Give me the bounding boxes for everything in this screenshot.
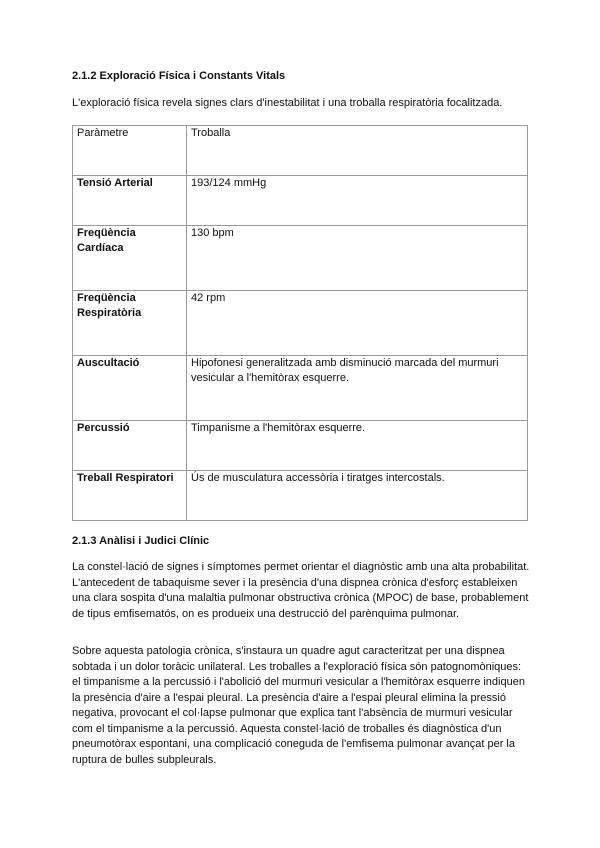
param-cell: Freqüència Cardíaca bbox=[73, 226, 187, 291]
finding-cell: 42 rpm bbox=[187, 291, 528, 356]
section-heading-analisi: 2.1.3 Anàlisi i Judici Clínic bbox=[72, 535, 210, 547]
param-cell: Percussió bbox=[73, 421, 187, 471]
finding-cell: 130 bpm bbox=[187, 226, 528, 291]
section-heading-exploracio: 2.1.2 Exploració Física i Constants Vitals bbox=[72, 70, 286, 82]
table-row bbox=[73, 471, 528, 521]
table-header-cell: Paràmetre bbox=[73, 126, 187, 176]
table-row bbox=[73, 291, 528, 356]
param-cell: Tensió Arterial bbox=[73, 176, 187, 226]
table-header-row bbox=[73, 126, 528, 176]
finding-cell: 193/124 mmHg bbox=[187, 176, 528, 226]
param-cell: Treball Respiratori bbox=[73, 471, 187, 521]
table-row bbox=[73, 356, 528, 421]
vitals-table bbox=[72, 125, 528, 521]
table-row bbox=[73, 176, 528, 226]
finding-cell: Ús de musculatura accessòria i tiratges intercostals. bbox=[187, 471, 528, 521]
param-cell: Freqüència Respiratòria bbox=[73, 291, 187, 356]
table-row bbox=[73, 226, 528, 291]
table-row bbox=[73, 421, 528, 471]
table-header-cell: Troballa bbox=[187, 126, 528, 176]
finding-cell: Hipofonesi generalitzada amb disminució marcada del murmuri vesicular a l'hemitòrax esquerre. bbox=[187, 356, 528, 421]
section-intro-text: L'exploració física revela signes clars d'inestabilitat i una troballa respiratòria focalitzada. bbox=[72, 97, 503, 109]
analysis-paragraph-2: Sobre aquesta patologia crònica, s'instaura un quadre agut caracteritzat per una dispnea sobtada i un dolor toràcic unilateral. Les troballes a l'exploració física són patognomòniques: el timpanisme a la percussió i l'abolició del murmuri vesicular a l'hemitòrax esquerre indiquen la presència d'aire a l'espai pleural. La presència d'aire a l'espai pleural elimina la pressió negativa, provocant el col·lapse pulmonar que explica tant l'absència de murmuri vesicular com el timpanisme a la percussió. Aquesta constel·lació de troballes és diagnòstica d'un pneumotòrax espontani, una complicació coneguda de l'emfisema pulmonar avançat per la ruptura de bulles subpleurals. bbox=[72, 645, 525, 766]
analysis-paragraph-1: La constel·lació de signes i símptomes permet orientar el diagnòstic amb una alta probabilitat. L'antecedent de tabaquisme sever i la presència d'una dispnea crònica d'esforç estableixen una clara sospita d'una malaltia pulmonar obstructiva crònica (MPOC) de base, probablement de tipus emfisematós, on es produeix una destrucció del parènquima pulmonar. bbox=[72, 561, 530, 620]
finding-cell: Timpanisme a l'hemitòrax esquerre. bbox=[187, 421, 528, 471]
param-cell: Auscultació bbox=[73, 356, 187, 421]
